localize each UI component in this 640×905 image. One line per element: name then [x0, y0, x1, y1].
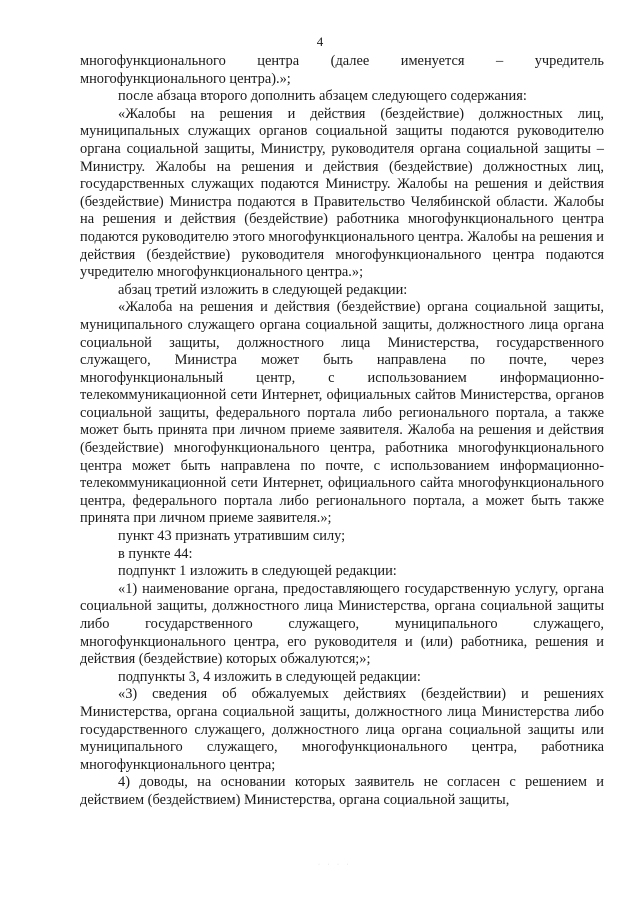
paragraph-6: пункт 43 признать утратившим силу; — [118, 528, 346, 545]
paragraph-11: «3) сведения об обжалуемых действиях (бездействии) и решениях Министерства, органа социальной защиты, должностного лица Министерства либо государственного служащего, должностного лица органа социальной защиты или муниципального служащего, многофункционального центра, работника многофункционального центра; — [80, 686, 604, 773]
paragraph-12: 4) доводы, на основании которых заявитель не согласен с решением и действием (бездействием) Министерства, органа социальной защиты, — [80, 774, 604, 808]
paragraph-8: подпункт 1 изложить в следующей редакции: — [118, 563, 397, 580]
paragraph-1: многофункционального центра (далее именуется – учредитель многофункционального центра).»; — [80, 53, 604, 87]
document-body — [80, 53, 604, 810]
paragraph-4: абзац третий изложить в следующей редакции: — [118, 281, 408, 298]
paragraph-10: подпункты 3, 4 изложить в следующей редакции: — [118, 668, 421, 685]
paragraph-7: в пункте 44: — [118, 545, 193, 562]
page-number: 4 — [316, 34, 324, 49]
paragraph-9: «1) наименование органа, предоставляющего государственную услугу, органа социальной защиты, должностного лица Министерства, органа социальной защиты либо государственного служащего, муниципального служащего, многофункционального центра, его руководителя и (или) работника, решения и действия (бездействие) которых обжалуются;»; — [80, 580, 604, 668]
scan-artifact: · · · · — [318, 862, 352, 868]
paragraph-2: после абзаца второго дополнить абзацем следующего содержания: — [118, 88, 527, 105]
paragraph-5: «Жалоба на решения и действия (бездействие) органа социальной защиты, муниципального служащего органа социальной защиты, должностного лица органа социальной защиты, должностного лица Министерства, государственного служащего, Министра может быть направлена по почте, через многофункциональный центр, с использованием информационно-телекоммуникационной сети Интернет, официальных сайтов Министерства, органов социальной защиты, федерального портала либо регионального портала, а также может быть принята при личном приеме заявителя. Жалоба на решения и действия (бездействие) многофункционального центра, работника многофункционального центра может быть направлена по почте, с использованием информационно-телекоммуникационной сети Интернет, официального сайта многофункционального центра, федерального портала либо регионального портала, а может быть также принята при личном приеме заявителя.»; — [80, 299, 604, 527]
paragraph-3: «Жалобы на решения и действия (бездействие) должностных лиц, муниципальных служащих органов социальной защиты подаются руководителю органа социальной защиты, Министру, руководителя органа социальной защиты – Министру. Жалобы на решения и действия (бездействие) должностных лиц, государственных служащих подаются Министру. Жалобы на решения и действия (бездействие) Министра подаются в Правительство Челябинской области. Жалобы на решения и действия (бездействие) работника многофункционального центра подаются руководителю этого многофункционального центра. Жалобы на решения и действия (бездействие) руководителя многофункционального центра подаются учредителю многофункционального центра.»; — [80, 105, 604, 281]
